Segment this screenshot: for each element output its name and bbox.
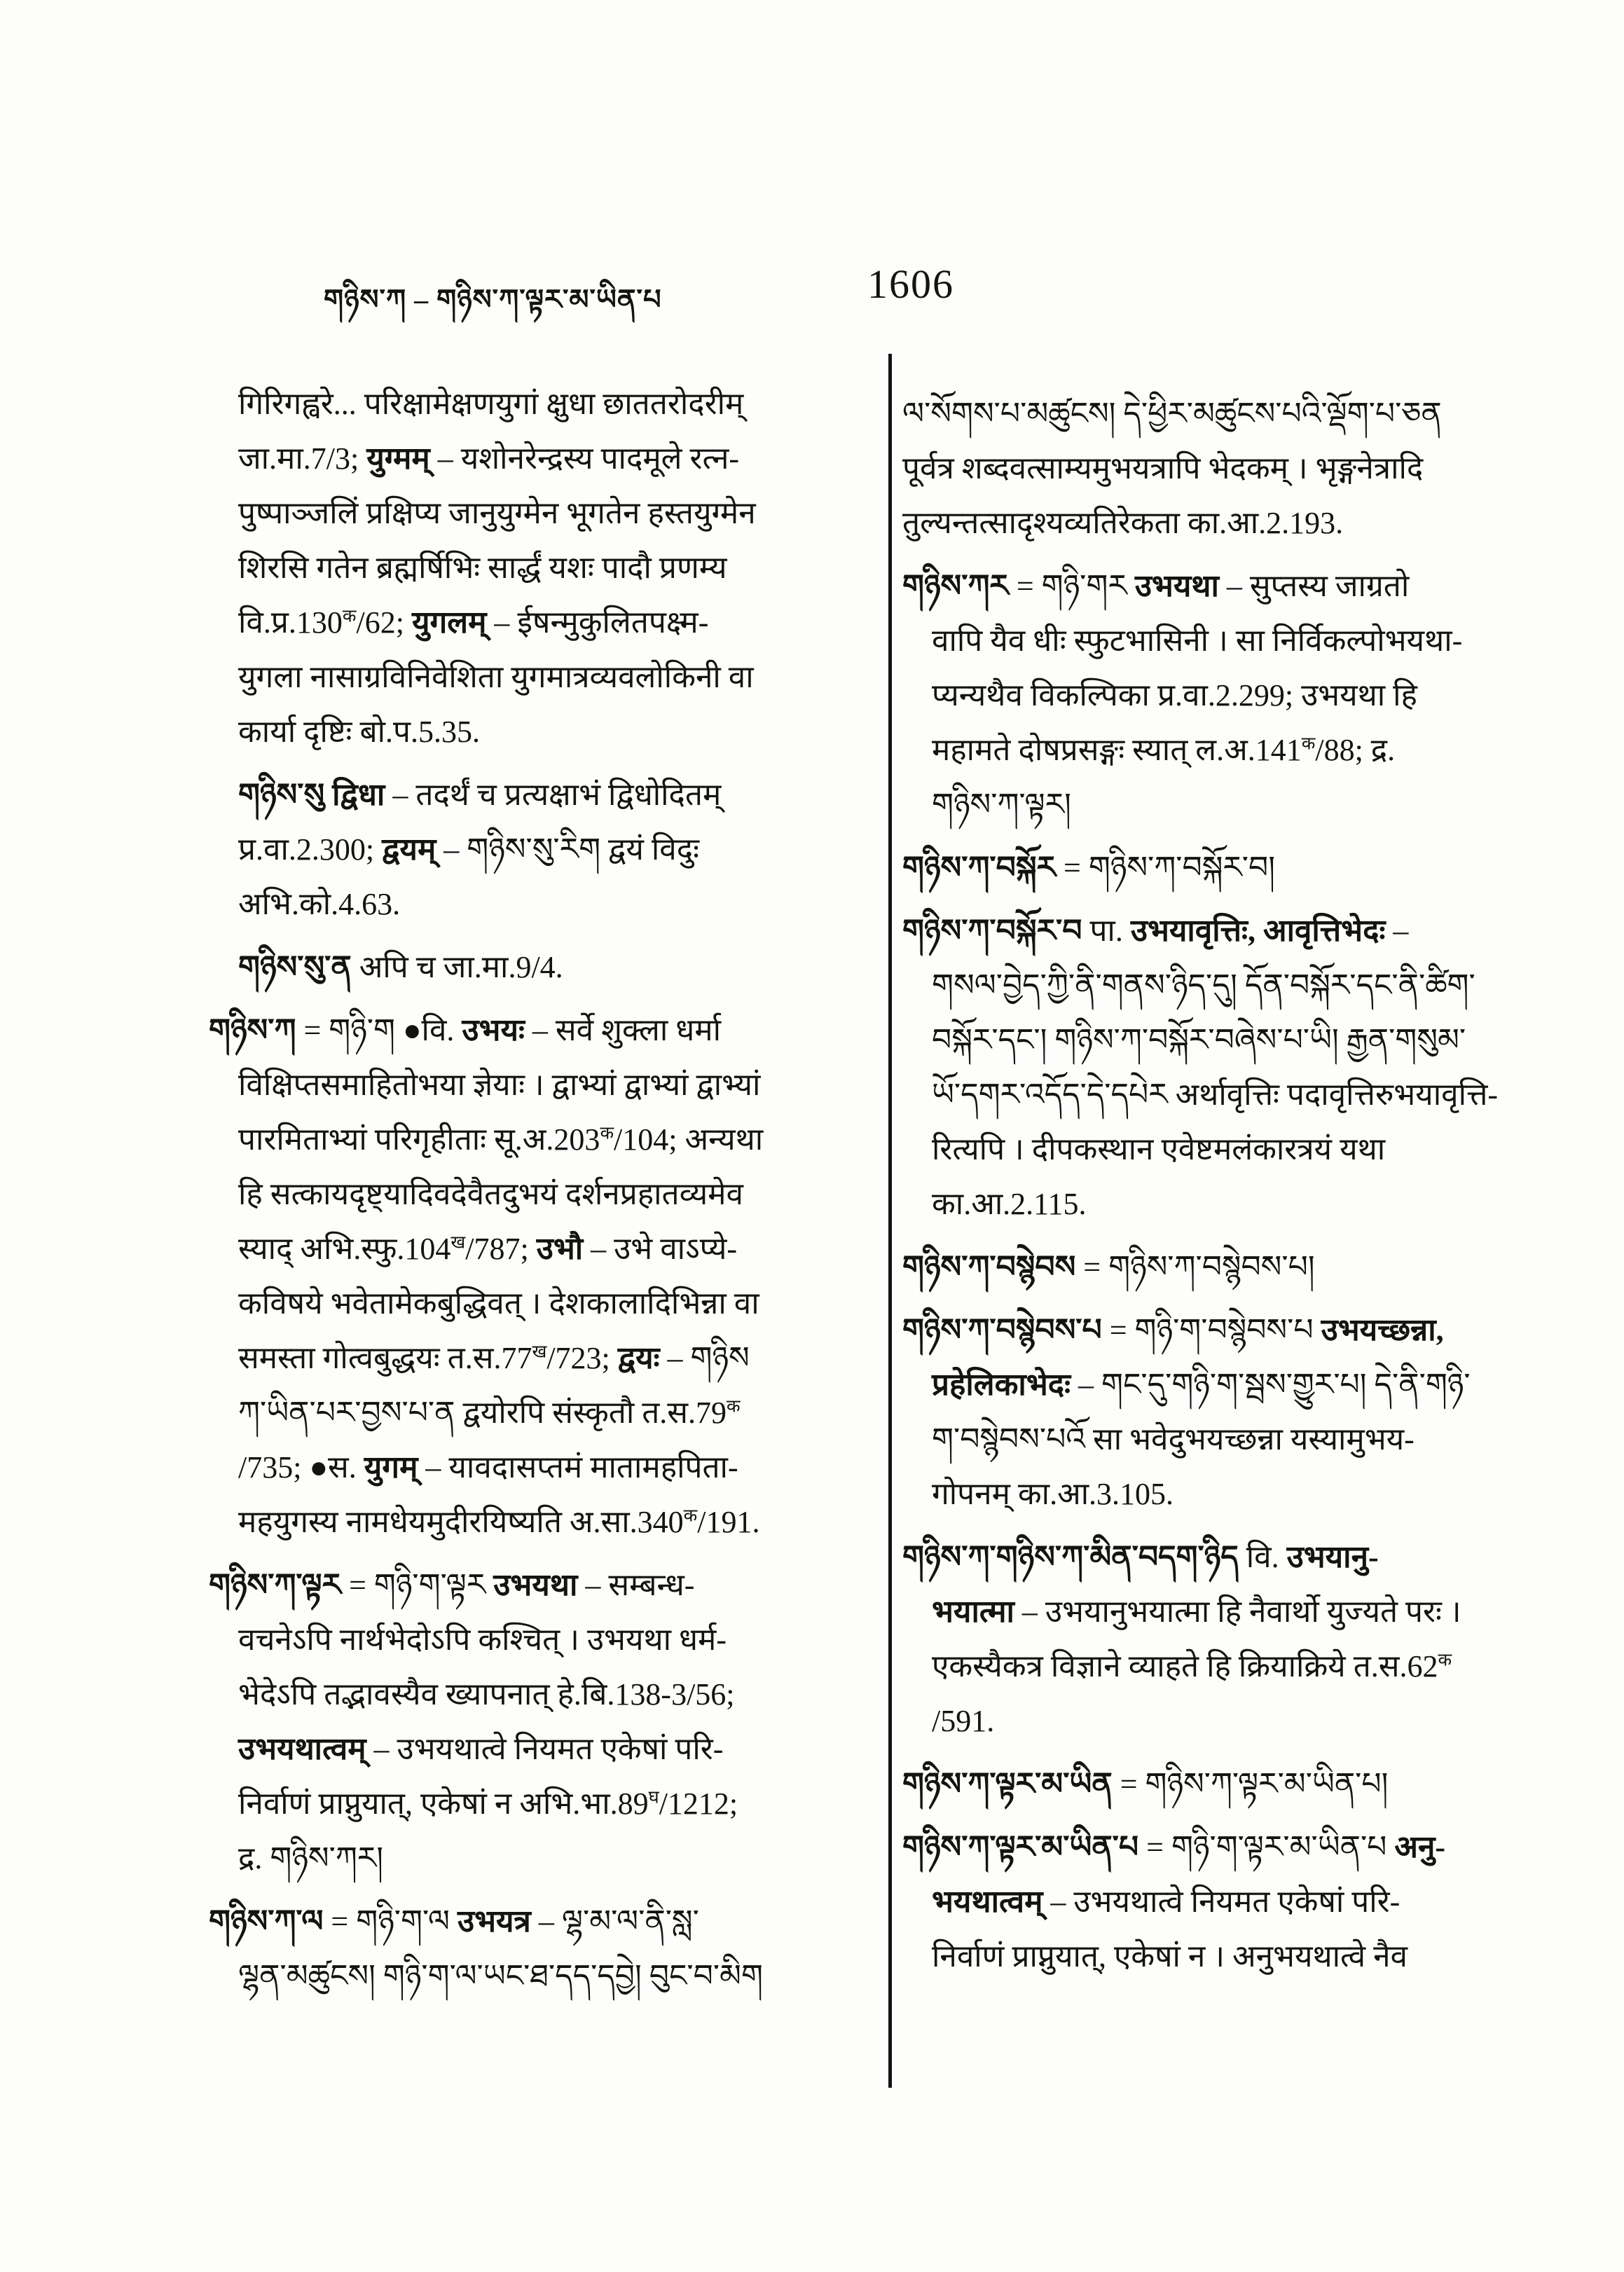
text-segment: – གང་དུ་གཉི་ག་སྦས་གྱུར་པ། དེ་ནི་གཉི་ xyxy=(1071,1368,1471,1402)
headword: གཉིས་ཀ་ལྟར་མ་ཡིན་པ xyxy=(902,1830,1139,1864)
headword: གཉིས་ཀར xyxy=(902,569,1009,603)
headword: གཉིས་ཀ་ལྟར xyxy=(209,1568,342,1602)
headword: प्रहेलिकाभेदः xyxy=(932,1368,1071,1402)
headword: གཉིས་ཀ་བསྙེབས་པ xyxy=(902,1313,1102,1347)
page-number: 1606 xyxy=(867,261,954,307)
text-segment: – ईषन्मुकुलितपक्ष्म- xyxy=(486,605,709,640)
text-line xyxy=(902,904,1537,958)
text-line xyxy=(902,723,1537,778)
text-segment: /191. xyxy=(697,1505,760,1539)
headword: उभयथा xyxy=(493,1568,578,1602)
text-line xyxy=(902,1068,1537,1122)
text-line xyxy=(209,595,876,650)
text-segment: – यशोनरेन्द्रस्य पादमूले रत्न- xyxy=(429,441,740,476)
text-segment: – xyxy=(1385,914,1409,948)
headword: भयथात्वम् xyxy=(932,1885,1043,1919)
text-segment: = གཉི་ག་ལ xyxy=(323,1904,457,1939)
text-line xyxy=(902,1303,1537,1358)
text-line xyxy=(902,441,1537,496)
text-line xyxy=(209,1613,876,1667)
text-line xyxy=(902,668,1537,723)
text-line xyxy=(902,614,1537,668)
text-segment: /735; ●स. xyxy=(238,1450,364,1485)
text-segment: शिरसि गतेन ब्रह्मर्षिभिः सार्द्धं यशः पादौ प्रणम्य xyxy=(238,551,727,585)
text-segment: एकस्यैकत्र विज्ञाने व्याहते हि क्रियाक्रिये त.स.62 xyxy=(932,1649,1438,1684)
text-line xyxy=(209,432,876,486)
right-column xyxy=(902,387,1537,1984)
text-line xyxy=(209,1331,876,1386)
text-line xyxy=(209,1894,876,1949)
text-line xyxy=(209,1222,876,1276)
text-segment: अभि.को.4.63. xyxy=(238,887,401,921)
text-segment: पूर्वत्र शब्दवत्साम्यमुभयत्रापि भेदकम् । भृङ्गनेत्रादि xyxy=(902,451,1424,486)
text-segment: वचनेऽपि नार्थभेदोऽपि कश्चित् । उभयथा धर्म- xyxy=(238,1623,727,1657)
text-segment: – सम्बन्ध- xyxy=(577,1568,695,1602)
text-segment: गिरिगह्वरे... परिक्षामेक्षणयुगां क्षुधा छाततरोदरीम् xyxy=(238,387,744,421)
text-line xyxy=(902,958,1537,1013)
text-line xyxy=(209,940,876,995)
headword: གཉིས་སུ xyxy=(238,778,325,812)
text-line xyxy=(902,1412,1537,1467)
text-line xyxy=(209,705,876,759)
text-segment: निर्वाणं प्राप्नुयात्, एकेषां न । अनुभयथात्वे नैव xyxy=(932,1939,1408,1974)
text-segment: གཉིས་ཀ་ལྟར། xyxy=(932,787,1071,822)
headword: द्वयः xyxy=(617,1341,660,1375)
text-line xyxy=(209,486,876,541)
text-segment: = གཉི་གར xyxy=(1008,569,1135,603)
text-line xyxy=(209,1440,876,1495)
text-segment: /723; xyxy=(546,1341,618,1375)
headword: उभयः xyxy=(462,1013,525,1047)
text-segment xyxy=(324,778,332,812)
text-line xyxy=(902,1122,1537,1177)
text-segment: स्याद् अभि.स्फु.104 xyxy=(238,1232,451,1266)
text-line xyxy=(902,1639,1537,1694)
text-segment: भेदेऽपि तद्भावस्यैव ख्यापनात् हे.बि.138-3/56; xyxy=(238,1677,735,1712)
text-segment: ख xyxy=(450,1232,466,1253)
text-line xyxy=(209,650,876,705)
text-segment: – उभे वाऽप्ये- xyxy=(583,1232,738,1266)
text-line xyxy=(209,822,876,877)
text-segment: ལྷན་མཚུངས། གཉི་ག་ལ་ཡང་ཐ་དད་དབྱེ། བུང་བ་མིག xyxy=(238,1959,763,1993)
text-segment: पुष्पाञ्जलिं प्रक्षिप्य जानुयुग्मेन भूगतेन हस्तयुग्मेन xyxy=(238,496,756,530)
headword: གཉིས་སུ་ན xyxy=(238,950,352,984)
text-segment: युगला नासाग्रविनिवेशिता युगमात्रव्यवलोकिनी वा xyxy=(238,660,754,694)
headword: གཉིས་ཀ་གཉིས་ཀ་མིན་བདག་ཉིད xyxy=(902,1540,1239,1574)
text-segment: पारमिताभ्यां परिगृहीताः सू.अ.203 xyxy=(238,1122,600,1157)
running-head: གཉིས་ཀ – གཉིས་ཀ་ལྟར་མ་ཡིན་པ xyxy=(324,284,662,315)
text-segment: – उभयानुभयात्मा हि नैवार्थो युज्यते परः । xyxy=(1014,1595,1461,1629)
text-segment: महयुगस्य नामधेयमुदीरयिष्यति अ.सा.340 xyxy=(238,1505,684,1539)
text-segment: कविषये भवेतामेकबुद्धिवत् । देशकालादिभिन्ना वा xyxy=(238,1286,759,1321)
headword: གཉིས་ཀ་ལ xyxy=(209,1904,324,1939)
headword: उभयानु- xyxy=(1286,1540,1379,1574)
text-segment: प्र.वा.2.300; xyxy=(238,832,383,867)
text-segment: क xyxy=(342,605,357,626)
text-segment: महामते दोषप्रसङ्गः स्यात् ल.अ.141 xyxy=(932,733,1302,767)
text-segment: तुल्यन्तत्सादृश्यव्यतिरेकता का.आ.2.193. xyxy=(902,506,1344,540)
text-segment: वि.प्र.130 xyxy=(238,605,343,640)
text-line xyxy=(209,377,876,432)
text-segment: क xyxy=(1438,1649,1452,1670)
text-segment: रित्यपि । दीपकस्थान एवेष्टमलंकारत्रयं यथा xyxy=(932,1132,1386,1166)
text-segment: ལ་སོགས་པ་མཚུངས། དེ་ཕྱིར་མཚུངས་པའི་ལྡོག་པ་ཅན xyxy=(902,397,1442,431)
text-line xyxy=(902,1929,1537,1984)
text-line xyxy=(209,1058,876,1113)
headword: གཉིས་ཀ་བསྐོར xyxy=(902,851,1056,885)
headword: उभौ xyxy=(536,1232,584,1266)
text-segment: क xyxy=(1301,733,1316,754)
text-line xyxy=(209,877,876,932)
text-line xyxy=(209,1276,876,1331)
headword: གཉིས་ཀ་བསྙེབས xyxy=(902,1250,1076,1284)
text-line xyxy=(209,1167,876,1222)
text-segment: /591. xyxy=(932,1704,995,1738)
text-segment: वापि यैव धीः स्फुटभासिनी । सा निर्विकल्पोभयथा- xyxy=(932,624,1463,658)
text-line xyxy=(902,387,1537,441)
text-segment: पा. xyxy=(1082,914,1131,948)
text-segment: = གཉི་ག་བསྙེབས་པ xyxy=(1101,1313,1321,1347)
text-line xyxy=(902,496,1537,551)
headword: द्विधा xyxy=(332,778,385,812)
text-line xyxy=(209,1722,876,1777)
text-segment: विक्षिप्तसमाहितोभया ज्ञेयाः । द्वाभ्यां द्वाभ्यां द्वाभ्यां xyxy=(238,1068,761,1102)
headword: གཉིས་ཀ་ལྟར་མ་ཡིན xyxy=(902,1767,1113,1801)
text-line xyxy=(902,1467,1537,1522)
text-line xyxy=(902,778,1537,832)
text-line xyxy=(209,1949,876,2004)
text-segment: जा.मा.7/3; xyxy=(238,441,367,476)
headword: भयात्मा xyxy=(932,1595,1014,1629)
text-segment: का.आ.2.115. xyxy=(932,1187,1087,1221)
text-segment: = གཉིས་ཀ་བསྙེབས་པ། xyxy=(1075,1250,1315,1284)
headword: उभयच्छन्ना, xyxy=(1321,1313,1444,1347)
text-segment: /104; अन्यथा xyxy=(614,1122,764,1157)
headword: युग्मम् xyxy=(366,441,430,476)
text-segment: – तदर्थं च प्रत्यक्षाभं द्विधोदितम् xyxy=(385,778,722,812)
text-segment: = གཉིས་ཀ་ལྟར་མ་ཡིན་པ། xyxy=(1112,1767,1389,1801)
text-segment: /88; द्र. xyxy=(1315,733,1396,767)
text-segment: – उभयथात्वे नियमत एकेषां परि- xyxy=(366,1732,724,1766)
text-segment: – सर्वे शुक्ला धर्मा xyxy=(524,1013,721,1047)
text-segment: /787; xyxy=(465,1232,537,1266)
text-line xyxy=(209,1003,876,1058)
text-segment: द्र. གཉིས་ཀར། xyxy=(238,1841,383,1875)
headword: युगलम् xyxy=(411,605,487,640)
text-segment: = གཉིས་ཀ་བསྐོར་བ། xyxy=(1056,851,1276,885)
text-segment: – सुप्तस्य जाग्रतो xyxy=(1218,569,1410,603)
text-segment: हि सत्कायदृष्ट्यादिवदेवैतदुभयं दर्शनप्रहातव्यमेव xyxy=(238,1177,743,1211)
text-segment: – यावदासप्तमं मातामहपिता- xyxy=(418,1450,738,1485)
text-line xyxy=(902,841,1537,895)
text-segment: ཀ་ཡིན་པར་བྱས་པ་ན द्वयोरपि संस्कृतौ त.स.79 xyxy=(238,1396,727,1430)
headword: གཉིས་ཀ xyxy=(209,1013,296,1047)
text-line xyxy=(902,559,1537,614)
text-line xyxy=(209,1386,876,1440)
text-segment: /1212; xyxy=(659,1786,738,1821)
text-segment: = གཉི་ག་ལྟར xyxy=(341,1568,494,1602)
text-line xyxy=(902,1530,1537,1585)
text-segment: བསྐོར་དང་། གཉིས་ཀ་བསྐོར་བཞེས་པ་ཡི། རྒྱན་གསུམ་ xyxy=(932,1023,1466,1057)
text-line xyxy=(902,1875,1537,1929)
text-segment: निर्वाणं प्राप्नुयात्, एकेषां न अभि.भा.89 xyxy=(238,1786,649,1821)
text-line xyxy=(209,768,876,822)
text-segment: समस्ता गोत्वबुद्धयः त.स.77 xyxy=(238,1341,532,1375)
text-line xyxy=(209,1495,876,1550)
text-line xyxy=(902,1694,1537,1749)
headword: द्वयम् xyxy=(382,832,436,867)
text-line xyxy=(902,1820,1537,1875)
headword: युगम् xyxy=(364,1450,418,1485)
text-segment: – གཉིས་སུ་རིག द्वयं विदुः xyxy=(436,832,699,867)
column-divider-rule xyxy=(888,354,892,2088)
text-segment: क xyxy=(727,1396,741,1417)
headword: उभयथा xyxy=(1134,569,1219,603)
text-line xyxy=(902,1240,1537,1295)
text-line xyxy=(209,541,876,595)
text-segment: घ xyxy=(648,1786,659,1808)
headword: उभयथात्वम् xyxy=(238,1732,366,1766)
text-segment: प्यन्यथैव विकल्पिका प्र.वा.2.299; उभयथा हि xyxy=(932,678,1417,712)
text-line xyxy=(902,1013,1537,1068)
text-segment: कार्या दृष्टिः बो.प.5.35. xyxy=(238,715,480,749)
text-segment: ག་བསྙེབས་པའོ सा भवेदुभयच्छन्ना यस्यामुभय- xyxy=(932,1422,1415,1457)
headword: अनु- xyxy=(1394,1830,1446,1864)
text-line xyxy=(209,1558,876,1613)
text-line xyxy=(902,1358,1537,1412)
text-line xyxy=(902,1177,1537,1232)
text-line xyxy=(209,1777,876,1831)
text-segment: ख xyxy=(532,1341,547,1362)
text-segment: = གཉི་ག་ལྟར་མ་ཡིན་པ xyxy=(1138,1830,1395,1864)
text-segment: – གཉིས xyxy=(659,1341,750,1375)
text-line xyxy=(209,1831,876,1886)
text-line xyxy=(209,1667,876,1722)
text-line xyxy=(902,1757,1537,1812)
headword: उभयत्र xyxy=(457,1904,531,1939)
headword: གཉིས་ཀ་བསྐོར་བ xyxy=(902,914,1082,948)
text-segment: क xyxy=(600,1122,614,1143)
text-segment: गोपनम् का.आ.3.105. xyxy=(932,1477,1174,1511)
text-segment: – ལྷ་མ་ལ་ནི་སླ་ xyxy=(530,1904,699,1939)
text-segment: ཡོ་དགར་འདོད་དེ་དཔེར अर्थावृत्तिः पदावृत्तिरुभयावृत्ति- xyxy=(932,1078,1499,1112)
text-segment: वि. xyxy=(1238,1540,1287,1574)
text-segment: क xyxy=(683,1505,698,1526)
text-line xyxy=(209,1113,876,1167)
text-segment: अपि च जा.मा.9/4. xyxy=(351,950,563,984)
headword: उभयावृत्तिः, आवृत्तिभेदः xyxy=(1130,914,1386,948)
left-column xyxy=(209,377,876,2004)
text-segment: = གཉི་ག ●वि. xyxy=(296,1013,462,1047)
text-line xyxy=(902,1585,1537,1639)
text-segment: གསལ་བྱེད་ཀྱི་ནི་གནས་ཉིད་དུ། དོན་བསྐོར་དང་ནི་ཚིག་ xyxy=(932,968,1475,1003)
text-segment: /62; xyxy=(356,605,412,640)
text-segment: – उभयथात्वे नियमत एकेषां परि- xyxy=(1042,1885,1401,1919)
